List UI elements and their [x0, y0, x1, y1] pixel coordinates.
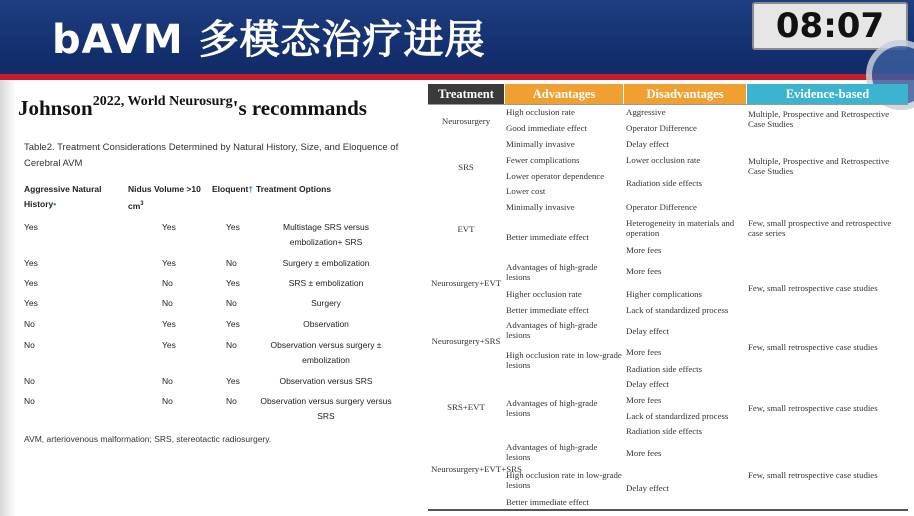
disadvantage-cell: Lack of standardized process [626, 411, 729, 421]
left-heading [18, 96, 367, 121]
table2-cell: Surgery [311, 298, 341, 308]
disadvantage-cell: Higher complications [626, 289, 702, 299]
disadvantage-cell: Heterogeneity in materials and operation [626, 218, 735, 238]
advantage-cell: Better immediate effect [506, 497, 589, 507]
treatment-cell: SRS [458, 162, 474, 172]
disadvantage-cell: Radiation side effects [626, 364, 703, 374]
table2-cell: Yes [24, 258, 38, 268]
treatment-cell: Neurosurgery [441, 116, 491, 126]
header-disadvantages: Disadvantages [624, 84, 746, 104]
disadvantage-cell: Aggressive [626, 107, 666, 117]
disadvantage-cell: Lack of standardized process [626, 305, 729, 315]
disadvantage-cell: Delay effect [626, 483, 670, 493]
evidence-cell: Few, small prospective and retrospective case series [748, 218, 892, 238]
header-stripe [0, 74, 914, 80]
table2-cell: Yes [226, 376, 240, 386]
header-treatment: Treatment [428, 84, 504, 104]
disadvantage-cell: Operator Difference [626, 123, 697, 133]
col-header-options: Treatment Options [256, 184, 332, 194]
table2-cell: No [226, 258, 237, 268]
disadvantage-cell: More fees [626, 347, 662, 357]
disadvantage-cell: Lower occlusion rate [626, 155, 701, 165]
disadvantage-cell: Delay effect [626, 139, 670, 149]
treatment-cell: Neurosurgery+EVT [431, 278, 502, 288]
evidence-cell: Multiple, Prospective and Retrospective Case Studies [748, 109, 890, 129]
disadvantage-cell: More fees [626, 245, 662, 255]
advantage-cell: High occlusion rate [506, 107, 575, 117]
table2-cell: Observation versus surgery ± embolization [270, 340, 382, 365]
table2-cell: Yes [162, 340, 176, 350]
advantage-cell: Better immediate effect [506, 232, 589, 242]
col-header-eloquent: Eloquent† [212, 184, 254, 194]
table2-cell: Observation [303, 319, 349, 329]
disadvantage-cell: Radiation side effects [626, 178, 703, 188]
advantage-cell: High occlusion rate in low-grade lesions [506, 470, 622, 490]
table2-cell: No [162, 396, 173, 406]
table2-cell: No [162, 278, 173, 288]
table2-cell: Yes [24, 278, 38, 288]
advantage-cell: Fewer complications [506, 155, 580, 165]
table2-cell: Surgery ± embolization [282, 258, 370, 268]
disadvantage-cell: Radiation side effects [626, 426, 703, 436]
disadvantage-cell: Delay effect [626, 379, 670, 389]
table-bottom-line [428, 509, 908, 511]
advantage-cell: Good immediate effect [506, 123, 587, 133]
advantage-cell: Higher occlusion rate [506, 289, 582, 299]
header-advantages: Advantages [505, 84, 623, 104]
table-footnote: AVM, arteriovenous malformation; SRS, stereotactic radiosurgery. [24, 434, 272, 444]
advantage-cell: Lower operator dependence [506, 171, 605, 181]
table2-cell: No [24, 396, 35, 406]
table2-cell: Yes [162, 319, 176, 329]
timer-display: 08:07 [752, 2, 908, 50]
table2-cell: Yes [226, 278, 240, 288]
disadvantage-cell: More fees [626, 448, 662, 458]
table2-cell: Observation versus surgery versus SRS [260, 396, 392, 421]
evidence-cell: Few, small retrospective case studies [748, 342, 878, 352]
table2-cell: Yes [24, 222, 38, 232]
table2-cell: No [162, 298, 173, 308]
left-edge-shadow [0, 80, 16, 516]
table2-cell: No [226, 396, 237, 406]
treatment-cell: Neurosurgery+SRS [431, 336, 501, 346]
heading-name: Johnson [18, 96, 93, 120]
advantage-cell: High occlusion rate in low-grade lesions [506, 350, 622, 370]
evidence-cell: Few, small retrospective case studies [748, 403, 878, 413]
evidence-cell: Few, small retrospective case studies [748, 470, 878, 480]
table2-cell: No [24, 319, 35, 329]
table2-cell: Yes [226, 222, 240, 232]
treatment-cell: Neurosurgery+EVT+SRS [431, 464, 522, 474]
evidence-cell: Few, small retrospective case studies [748, 283, 878, 293]
table2-cell: Multistage SRS versus embolization+ SRS [283, 222, 369, 247]
heading-tail: 's recommands [232, 96, 367, 120]
advantage-cell: Minimally invasive [506, 202, 575, 212]
table2-cell: Yes [24, 298, 38, 308]
advantage-cell: Advantages of high-grade lesions [506, 442, 598, 462]
advantage-cell: Advantages of high-grade lesions [506, 398, 598, 418]
table2-cell: No [226, 340, 237, 350]
advantage-cell: Advantages of high-grade lesions [506, 320, 598, 340]
table2-cell: No [24, 340, 35, 350]
table2-cell: SRS ± embolization [288, 278, 364, 288]
disadvantage-cell: More fees [626, 266, 662, 276]
table2-cell: Yes [162, 258, 176, 268]
disadvantage-cell: More fees [626, 395, 662, 405]
treatment-cell: EVT [457, 224, 475, 234]
advantage-cell: Minimally invasive [506, 139, 575, 149]
col-header-history: Aggressive Natural History• [24, 184, 102, 209]
comparison-table [428, 84, 908, 512]
table2-cell: Yes [226, 319, 240, 329]
evidence-cell: Multiple, Prospective and Retrospective Case Studies [748, 156, 890, 176]
disadvantage-cell: Operator Difference [626, 202, 697, 212]
table2-cell: No [162, 376, 173, 386]
advantage-cell: Advantages of high-grade lesions [506, 262, 598, 282]
table-caption: Table2. Treatment Considerations Determined by Natural History, Size, and Eloquence of Cerebral AVM [24, 142, 399, 169]
table2-cell: Yes [162, 222, 176, 232]
treatment-cell: SRS+EVT [447, 402, 485, 412]
advantage-cell: Lower cost [506, 186, 546, 196]
table-top-line [428, 104, 908, 105]
col-header-volume: Nidus Volume >10 $cm^3$ [128, 184, 201, 211]
table2-cell: No [24, 376, 35, 386]
heading-sup: 2022, World Neurosurg [92, 94, 233, 109]
page-title: bAVM 多模态治疗进展 [52, 17, 486, 63]
table2-cell: No [226, 298, 237, 308]
table2-cell: Observation versus SRS [279, 376, 373, 386]
disadvantage-cell: Delay effect [626, 326, 670, 336]
advantage-cell: Better immediate effect [506, 305, 589, 315]
header-evidence: Evidence-based [747, 84, 908, 104]
